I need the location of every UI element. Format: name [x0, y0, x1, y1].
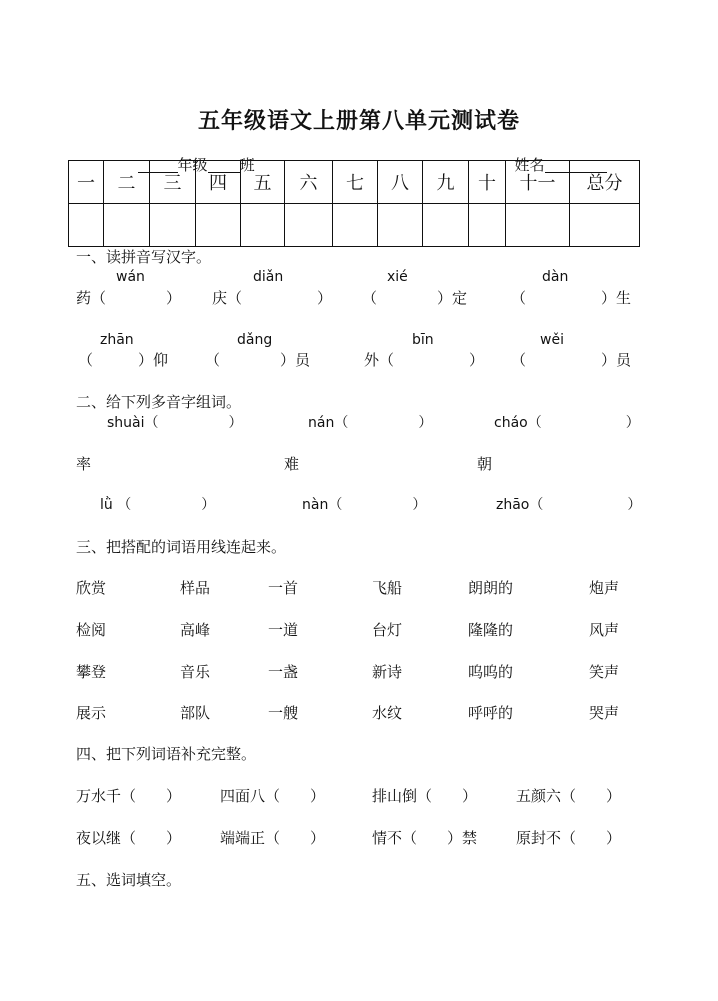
pinyin-label: wán: [116, 269, 145, 285]
fill-item[interactable]: （ ）员: [205, 351, 311, 369]
name-label: 姓名: [514, 156, 545, 174]
score-entry-cell[interactable]: [104, 204, 150, 247]
score-entry-cell[interactable]: [469, 204, 506, 247]
pinyin-label: xié: [387, 269, 408, 285]
match-word[interactable]: 呼呼的: [468, 704, 514, 722]
grade-label: 年级: [177, 156, 208, 174]
idiom-item[interactable]: 情不（ ）禁: [372, 829, 478, 847]
idiom-item[interactable]: 排山倒（ ）: [372, 787, 478, 805]
fill-item[interactable]: 庆（ ）: [212, 289, 333, 307]
polyphone-item[interactable]: cháo（ ）: [494, 415, 640, 431]
score-header-cell: 总分: [570, 161, 640, 204]
score-entry-cell[interactable]: [570, 204, 640, 247]
match-word[interactable]: 哭声: [589, 704, 620, 722]
match-word[interactable]: 朗朗的: [468, 579, 514, 597]
idiom-item[interactable]: 四面八（ ）: [220, 787, 326, 805]
polyphone-item[interactable]: zhāo（ ）: [496, 497, 642, 513]
score-entry-cell[interactable]: [378, 204, 423, 247]
score-header-cell: 十: [469, 161, 506, 204]
idiom-item[interactable]: 夜以继（ ）: [76, 829, 182, 847]
pinyin-label: diǎn: [253, 269, 284, 285]
score-entry-cell[interactable]: [196, 204, 241, 247]
match-word[interactable]: 一盏: [268, 663, 299, 681]
section5-heading: 五、选词填空。: [76, 871, 182, 889]
section3-heading: 三、把搭配的词语用线连起来。: [76, 538, 287, 556]
polyphone-item[interactable]: shuài（ ）: [107, 415, 243, 431]
score-header-cell: 三: [150, 161, 196, 204]
class-label: 班: [239, 156, 255, 174]
score-entry-cell[interactable]: [333, 204, 378, 247]
match-word[interactable]: 炮声: [589, 579, 620, 597]
pinyin-label: wěi: [540, 332, 564, 348]
polyphone-item[interactable]: lǜ （ ）: [100, 497, 216, 513]
score-header-cell: 六: [285, 161, 333, 204]
match-word[interactable]: 展示: [76, 704, 107, 722]
idiom-item[interactable]: 万水千（ ）: [76, 787, 182, 805]
polyphone-char: 朝: [477, 455, 493, 473]
match-word[interactable]: 风声: [589, 621, 620, 639]
match-word[interactable]: 检阅: [76, 621, 107, 639]
match-word[interactable]: 水纹: [372, 704, 403, 722]
match-word[interactable]: 飞船: [372, 579, 403, 597]
score-entry-cell[interactable]: [241, 204, 285, 247]
polyphone-char: 率: [76, 455, 92, 473]
fill-item[interactable]: （ ）定: [362, 289, 468, 307]
fill-item[interactable]: （ ）员: [511, 351, 632, 369]
idiom-item[interactable]: 原封不（ ）: [516, 829, 622, 847]
polyphone-char: 难: [284, 455, 300, 473]
match-word[interactable]: 音乐: [180, 663, 211, 681]
score-header-cell: 五: [241, 161, 285, 204]
pinyin-label: zhān: [100, 332, 134, 348]
page-title: 五年级语文上册第八单元测试卷: [197, 108, 520, 134]
pinyin-label: dàn: [542, 269, 569, 285]
match-word[interactable]: 呜呜的: [468, 663, 514, 681]
match-word[interactable]: 部队: [180, 704, 211, 722]
score-header-cell: 七: [333, 161, 378, 204]
match-word[interactable]: 一首: [268, 579, 299, 597]
polyphone-item[interactable]: nàn（ ）: [302, 497, 427, 513]
score-entry-cell[interactable]: [423, 204, 469, 247]
fill-item[interactable]: （ ）仰: [78, 351, 169, 369]
match-word[interactable]: 一艘: [268, 704, 299, 722]
match-word[interactable]: 高峰: [180, 621, 211, 639]
score-header-cell: 一: [69, 161, 104, 204]
score-header-cell: 二: [104, 161, 150, 204]
score-entry-cell[interactable]: [69, 204, 104, 247]
score-header-cell: 十一: [506, 161, 570, 204]
pinyin-label: dǎng: [237, 332, 273, 348]
match-word[interactable]: 样品: [180, 579, 211, 597]
match-word[interactable]: 一道: [268, 621, 299, 639]
score-header-cell: 四: [196, 161, 241, 204]
score-entry-cell[interactable]: [285, 204, 333, 247]
score-entry-cell[interactable]: [150, 204, 196, 247]
score-header-cell: 八: [378, 161, 423, 204]
section2-heading: 二、给下列多音字组词。: [76, 393, 242, 411]
score-table: [68, 160, 640, 247]
score-header-cell: 九: [423, 161, 469, 204]
score-entry-cell[interactable]: [506, 204, 570, 247]
score-header-row: [69, 161, 640, 204]
section4-heading: 四、把下列词语补充完整。: [76, 745, 257, 763]
section1-heading: 一、读拼音写汉字。: [76, 248, 212, 266]
fill-item[interactable]: 药（ ）: [76, 289, 182, 307]
fill-item[interactable]: （ ）生: [511, 289, 632, 307]
score-entry-row: [69, 204, 640, 247]
idiom-item[interactable]: 五颜六（ ）: [516, 787, 622, 805]
polyphone-item[interactable]: nán（ ）: [308, 415, 433, 431]
match-word[interactable]: 隆隆的: [468, 621, 514, 639]
match-word[interactable]: 台灯: [372, 621, 403, 639]
pinyin-label: bīn: [412, 332, 434, 348]
idiom-item[interactable]: 端端正（ ）: [220, 829, 326, 847]
match-word[interactable]: 欣赏: [76, 579, 107, 597]
match-word[interactable]: 笑声: [589, 663, 620, 681]
match-word[interactable]: 新诗: [372, 663, 403, 681]
fill-item[interactable]: 外（ ）: [364, 351, 485, 369]
match-word[interactable]: 攀登: [76, 663, 107, 681]
